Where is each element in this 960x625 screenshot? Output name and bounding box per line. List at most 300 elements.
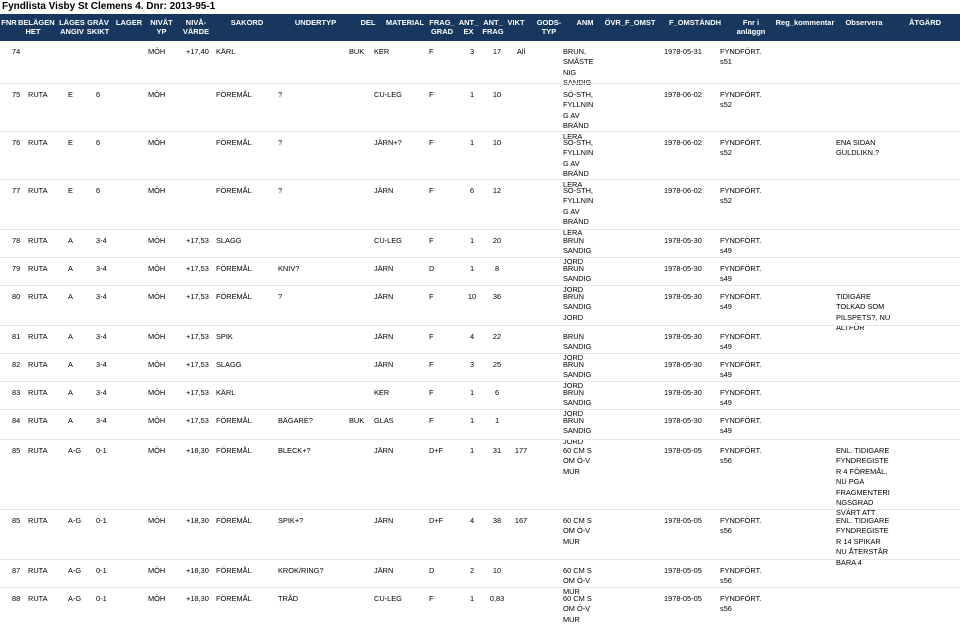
cell-lages <box>68 47 88 81</box>
cell-obs: ENA SIDAN GULDLIKN.? <box>836 138 880 158</box>
cell-vikt <box>510 292 532 324</box>
column-header: VIKT <box>507 18 525 27</box>
cell-grav: 0-1 <box>96 566 107 575</box>
cell-fraggrad: F <box>429 186 434 195</box>
cell-antfrag: 31 <box>492 446 502 455</box>
cell-atgard <box>900 566 956 586</box>
cell-reg <box>782 138 832 178</box>
cell-godstyp: SÖ-STH, FYLLNIN G AV BRÄND LERA <box>563 138 594 189</box>
cell-fnr: 77 <box>12 186 21 195</box>
cell-material: JÄRN <box>374 264 394 273</box>
cell-lager <box>110 138 140 178</box>
cell-fnr: 74 <box>12 47 21 56</box>
cell-nivavarde: +17,53 <box>186 360 209 369</box>
table-row <box>0 41 960 88</box>
cell-ovr: 1978-05-30 <box>664 264 702 273</box>
cell-belagen: RUTA <box>28 332 48 341</box>
cell-fnr: 78 <box>12 236 21 245</box>
cell-lages: A-G <box>68 566 82 575</box>
cell-godstyp: BRUN SANDIG JORD <box>563 292 592 322</box>
cell-antex: 1 <box>469 236 475 245</box>
cell-lager <box>110 388 140 408</box>
cell-antfrag: 6 <box>494 388 500 397</box>
cell-fomst: FYNDFÖRT. s49 <box>720 360 762 380</box>
cell-undertyp: BÄGARE? <box>278 416 313 425</box>
cell-belagen: RUTA <box>28 388 48 397</box>
cell-sakord: KÄRL <box>216 47 236 56</box>
cell-lager <box>110 360 140 380</box>
cell-belagen: RUTA <box>28 292 48 301</box>
cell-obs <box>836 47 900 81</box>
cell-belagen: RUTA <box>28 516 48 525</box>
cell-belagen: RUTA <box>28 594 48 603</box>
cell-nivatyp: MÖH <box>148 90 166 99</box>
cell-atgard <box>900 264 956 284</box>
cell-grav: 3-4 <box>96 292 107 301</box>
cell-lager <box>110 186 140 228</box>
cell-material: KER <box>374 47 390 56</box>
cell-godstyp: BRUN SANDIG JORD <box>563 360 592 390</box>
cell-fraggrad: D <box>429 566 435 575</box>
cell-undertyp: KNIV? <box>278 264 300 273</box>
table-row <box>0 587 960 624</box>
cell-obs <box>836 236 900 256</box>
cell-vikt <box>510 236 532 256</box>
cell-godstyp: SÖ-STH, FYLLNIN G AV BRÄND LERA <box>563 90 594 141</box>
column-header: MATERIAL <box>385 18 425 27</box>
cell-anm <box>601 47 631 81</box>
column-header: ANT_ EX <box>458 18 479 36</box>
cell-del <box>349 138 377 178</box>
cell-reg <box>782 416 832 438</box>
cell-antfrag: 36 <box>492 292 502 301</box>
cell-obs <box>836 566 900 586</box>
cell-atgard <box>900 360 956 380</box>
table-row <box>0 353 960 390</box>
document-title: Fyndlista Visby St Clemens 4. Dnr: 2013-95-1 <box>0 0 960 13</box>
cell-lager <box>110 566 140 586</box>
cell-belagen: RUTA <box>28 446 48 455</box>
cell-del <box>349 360 377 380</box>
cell-ovr: 1978-05-05 <box>664 446 702 455</box>
column-header: ÅTGÄRD <box>908 18 942 27</box>
cell-anm <box>601 138 631 178</box>
cell-belagen: RUTA <box>28 566 48 575</box>
cell-reg <box>782 516 832 558</box>
cell-lages: A <box>68 360 73 369</box>
cell-material: JÄRN <box>374 446 394 455</box>
cell-del <box>349 388 377 408</box>
cell-sakord: FÖREMÅL <box>216 446 252 455</box>
cell-godstyp: 60 CM S OM Ö-V MUR <box>563 566 592 596</box>
cell-nivavarde: +17,53 <box>186 292 209 301</box>
cell-fomst: FYNDFÖRT. s56 <box>720 446 762 466</box>
cell-material: JÄRN <box>374 292 394 301</box>
cell-sakord: FÖREMÅL <box>216 90 252 99</box>
cell-anm <box>601 332 631 352</box>
cell-sakord: SLAGG <box>216 360 242 369</box>
cell-antex: 10 <box>467 292 477 301</box>
cell-ovr: 1978-05-30 <box>664 236 702 245</box>
cell-del <box>349 186 377 228</box>
cell-del <box>349 90 377 130</box>
cell-grav: 6 <box>96 186 101 195</box>
cell-lages: A <box>68 264 73 273</box>
cell-lager <box>110 47 140 81</box>
cell-antfrag: 25 <box>492 360 502 369</box>
cell-nivavarde: +17,53 <box>186 388 209 397</box>
cell-obs <box>836 90 900 130</box>
cell-antfrag: 22 <box>492 332 502 341</box>
cell-grav: 0-1 <box>96 516 107 525</box>
cell-antfrag: 10 <box>492 138 502 147</box>
cell-nivatyp: MÖH <box>148 138 166 147</box>
cell-vikt: 177 <box>514 446 528 455</box>
cell-nivatyp: MÖH <box>148 594 166 603</box>
table-header <box>0 14 960 41</box>
cell-antfrag: 17 <box>492 47 502 56</box>
column-header: Observera <box>845 18 883 27</box>
cell-material: JÄRN <box>374 566 394 575</box>
cell-ovr: 1978-05-30 <box>664 388 702 397</box>
cell-grav: 6 <box>96 138 101 147</box>
cell-anm <box>601 566 631 586</box>
cell-antex: 1 <box>469 594 475 603</box>
cell-atgard <box>900 446 956 508</box>
cell-obs <box>836 416 900 438</box>
cell-atgard <box>900 138 956 178</box>
cell-ovr: 1978-05-30 <box>664 416 702 425</box>
column-header: GRÄV SKIKT <box>86 18 110 36</box>
cell-obs <box>836 264 900 284</box>
cell-material: CU-LEG <box>374 594 402 603</box>
cell-grav: 0-1 <box>96 446 107 455</box>
cell-vikt: 167 <box>514 516 528 525</box>
cell-sakord: FÖREMÅL <box>216 138 252 147</box>
cell-sakord: SPIK <box>216 332 233 341</box>
cell-ovr: 1978-05-30 <box>664 360 702 369</box>
cell-nivatyp: MÖH <box>148 416 166 425</box>
cell-fraggrad: F <box>429 47 434 56</box>
cell-del <box>349 594 377 619</box>
cell-vikt <box>510 594 532 619</box>
cell-fomst: FYNDFÖRT. s49 <box>720 236 762 256</box>
cell-del <box>349 264 377 284</box>
cell-fnr: 85 <box>12 516 21 525</box>
cell-obs: ENL. TIDIGARE FYNDREGISTE R 14 SPIKAR NU ÅTERSTÅR BARA 4 <box>836 516 890 567</box>
cell-anm <box>601 416 631 438</box>
cell-lages: A <box>68 388 73 397</box>
cell-fnr: 84 <box>12 416 21 425</box>
cell-anm <box>601 186 631 228</box>
cell-fraggrad: F <box>429 594 434 603</box>
cell-fraggrad: D <box>429 264 435 273</box>
cell-godstyp: BRUN SANDIG JORD <box>563 236 592 266</box>
cell-fraggrad: F <box>429 360 434 369</box>
cell-vikt <box>510 566 532 586</box>
cell-antex: 1 <box>469 416 475 425</box>
cell-lager <box>110 236 140 256</box>
cell-anm <box>601 264 631 284</box>
table-row <box>0 559 960 596</box>
cell-del: BUK <box>349 416 365 425</box>
cell-sakord: SLAGG <box>216 236 242 245</box>
cell-del <box>349 566 377 586</box>
cell-fraggrad: D+F <box>429 446 444 455</box>
cell-belagen: RUTA <box>28 186 48 195</box>
cell-undertyp: SPIK+? <box>278 516 304 525</box>
column-header: DEL <box>360 18 376 27</box>
cell-antfrag: 0,83 <box>489 594 505 603</box>
cell-godstyp: SÖ-STH, FYLLNIN G AV BRÄND LERA <box>563 186 594 237</box>
cell-obs: TIDIGARE TOLKAD SOM PILSPETS?, NU ALTFÖR <box>836 292 891 333</box>
cell-ovr: 1978-06-02 <box>664 138 702 147</box>
cell-grav: 3-4 <box>96 264 107 273</box>
cell-undertyp <box>278 236 354 256</box>
cell-nivatyp: MÖH <box>148 360 166 369</box>
cell-nivatyp: MÖH <box>148 292 166 301</box>
cell-godstyp: BRUN SANDIG JORD <box>563 264 592 294</box>
cell-nivavarde: +18,30 <box>186 594 209 603</box>
cell-fnr: 75 <box>12 90 21 99</box>
cell-reg <box>782 566 832 586</box>
cell-material: JÄRN <box>374 186 394 195</box>
table-body <box>0 41 960 624</box>
cell-nivavarde: +17,53 <box>186 264 209 273</box>
cell-atgard <box>900 388 956 408</box>
cell-fomst: FYNDFÖRT. s49 <box>720 292 762 312</box>
cell-lages: E <box>68 138 73 147</box>
cell-lager <box>110 594 140 619</box>
cell-sakord: FÖREMÅL <box>216 594 252 603</box>
cell-belagen: RUTA <box>28 416 48 425</box>
cell-fomst: FYNDFÖRT. s56 <box>720 516 762 536</box>
cell-antex: 3 <box>469 47 475 56</box>
cell-fomst: FYNDFÖRT. s51 <box>720 47 762 67</box>
cell-antex: 4 <box>469 332 475 341</box>
cell-sakord: FÖREMÅL <box>216 566 252 575</box>
cell-atgard <box>900 90 956 130</box>
cell-antex: 6 <box>469 186 475 195</box>
cell-undertyp <box>278 388 354 408</box>
cell-anm <box>601 236 631 256</box>
table-row <box>0 285 960 333</box>
cell-material: CU-LEG <box>374 90 402 99</box>
column-header: Fnr i anläggn <box>736 18 766 36</box>
column-header: LAGER <box>115 18 143 27</box>
cell-obs <box>836 332 900 352</box>
cell-antfrag: 12 <box>492 186 502 195</box>
cell-anm <box>601 594 631 619</box>
cell-antex: 1 <box>469 90 475 99</box>
cell-belagen: RUTA <box>28 360 48 369</box>
column-header: ANM <box>576 18 594 27</box>
cell-undertyp: TRÅD <box>278 594 299 603</box>
cell-fnr: 87 <box>12 566 21 575</box>
column-header: SAKORD <box>230 18 264 27</box>
cell-fraggrad: F <box>429 388 434 397</box>
cell-fnr: 79 <box>12 264 21 273</box>
cell-sakord: FÖREMÅL <box>216 416 252 425</box>
cell-fomst: FYNDFÖRT. s49 <box>720 264 762 284</box>
cell-fraggrad: F <box>429 138 434 147</box>
cell-antfrag: 10 <box>492 566 502 575</box>
cell-undertyp: KROK/RING? <box>278 566 324 575</box>
cell-nivavarde: +17,40 <box>186 47 209 56</box>
cell-lages: A <box>68 236 73 245</box>
column-header: UNDERTYP <box>294 18 337 27</box>
cell-lages: A-G <box>68 446 82 455</box>
cell-material: KER <box>374 388 390 397</box>
cell-material: JÄRN+? <box>374 138 402 147</box>
cell-grav: 0-1 <box>96 594 107 603</box>
cell-reg <box>782 90 832 130</box>
cell-reg <box>782 360 832 380</box>
cell-antfrag: 1 <box>494 416 500 425</box>
cell-anm <box>601 292 631 324</box>
cell-vikt <box>510 388 532 408</box>
cell-fomst: FYNDFÖRT. s56 <box>720 566 762 586</box>
cell-belagen <box>28 47 58 81</box>
cell-fomst: FYNDFÖRT. s49 <box>720 332 762 352</box>
cell-del: BUK <box>349 47 365 56</box>
cell-nivavarde: +18,30 <box>186 566 209 575</box>
cell-fomst: FYNDFÖRT. s52 <box>720 90 762 110</box>
cell-ovr: 1978-05-30 <box>664 332 702 341</box>
cell-undertyp: ? <box>278 186 283 195</box>
cell-nivatyp: MÖH <box>148 516 166 525</box>
cell-ovr: 1978-05-05 <box>664 594 702 603</box>
cell-reg <box>782 47 832 81</box>
table-row <box>0 409 960 446</box>
cell-fomst: FYNDFÖRT. s56 <box>720 594 762 614</box>
cell-ovr: 1978-05-05 <box>664 566 702 575</box>
column-header: LÄGES ANGIV <box>59 18 85 36</box>
column-header: FNR <box>1 18 17 27</box>
cell-nivatyp: MÖH <box>148 388 166 397</box>
cell-grav: 3-4 <box>96 388 107 397</box>
cell-del <box>349 236 377 256</box>
cell-lages: A <box>68 332 73 341</box>
cell-nivavarde: +17,53 <box>186 236 209 245</box>
cell-belagen: RUTA <box>28 264 48 273</box>
cell-fnr: 82 <box>12 360 21 369</box>
cell-del <box>349 516 377 558</box>
cell-lager <box>110 416 140 438</box>
cell-godstyp: 60 CM S OM Ö-V MUR <box>563 516 592 546</box>
cell-fraggrad: F <box>429 292 434 301</box>
cell-undertyp <box>278 360 354 380</box>
cell-atgard <box>900 186 956 228</box>
cell-undertyp: ? <box>278 292 283 301</box>
cell-nivatyp: MÖH <box>148 264 166 273</box>
cell-ovr: 1978-06-02 <box>664 90 702 99</box>
table-row <box>0 381 960 418</box>
cell-anm <box>601 388 631 408</box>
cell-ovr: 1978-05-31 <box>664 47 702 56</box>
cell-obs: ENL. TIDIGARE FYNDREGISTE R 4 FÖREMÅL, NU PGA FRAGMENTERI NGSGRAD SVÅRT ATT <box>836 446 890 518</box>
cell-grav: 3-4 <box>96 236 107 245</box>
cell-nivavarde: +17,53 <box>186 416 209 425</box>
cell-sakord: FÖREMÅL <box>216 264 252 273</box>
cell-fraggrad: F <box>429 332 434 341</box>
cell-reg <box>782 332 832 352</box>
cell-fomst: FYNDFÖRT. s49 <box>720 416 762 436</box>
cell-nivavarde <box>186 138 216 178</box>
table-row <box>0 509 960 567</box>
table-row <box>0 257 960 294</box>
cell-sakord: KÄRL <box>216 388 236 397</box>
cell-grav: 3-4 <box>96 416 107 425</box>
cell-ovr: 1978-05-05 <box>664 516 702 525</box>
cell-lages: A-G <box>68 516 82 525</box>
cell-fomst: FYNDFÖRT. s52 <box>720 138 762 158</box>
cell-material: CU-LEG <box>374 236 402 245</box>
cell-antex: 1 <box>469 446 475 455</box>
cell-antfrag: 10 <box>492 90 502 99</box>
cell-reg <box>782 264 832 284</box>
table-row <box>0 131 960 189</box>
cell-lages: E <box>68 186 73 195</box>
cell-vikt <box>510 360 532 380</box>
cell-godstyp: BRUN SANDIG JORD <box>563 416 592 446</box>
cell-lager <box>110 292 140 324</box>
table-row <box>0 83 960 141</box>
cell-undertyp <box>278 47 354 81</box>
cell-atgard <box>900 47 956 81</box>
cell-atgard <box>900 292 956 324</box>
cell-antfrag: 38 <box>492 516 502 525</box>
table-row <box>0 439 960 518</box>
cell-antex: 1 <box>469 388 475 397</box>
cell-atgard <box>900 236 956 256</box>
cell-material: GLAS <box>374 416 394 425</box>
cell-fraggrad: F <box>429 90 434 99</box>
cell-belagen: RUTA <box>28 236 48 245</box>
cell-reg <box>782 186 832 228</box>
cell-reg <box>782 292 832 324</box>
cell-godstyp: 60 CM S OM Ö-V MUR <box>563 446 592 476</box>
cell-atgard <box>900 416 956 438</box>
column-header: NIVÅ- VÄRDE <box>182 18 210 36</box>
table-row <box>0 325 960 362</box>
cell-lages: E <box>68 90 73 99</box>
cell-antex: 3 <box>469 360 475 369</box>
column-header: ÖVR_F_OMST <box>604 18 656 27</box>
cell-ovr: 1978-06-02 <box>664 186 702 195</box>
cell-belagen: RUTA <box>28 138 48 147</box>
cell-grav: 3-4 <box>96 332 107 341</box>
cell-fnr: 88 <box>12 594 21 603</box>
column-header: ANT_ FRAG <box>482 18 504 36</box>
cell-vikt <box>510 90 532 130</box>
cell-fnr: 85 <box>12 446 21 455</box>
cell-antfrag: 8 <box>494 264 500 273</box>
cell-material: JÄRN <box>374 360 394 369</box>
cell-antfrag: 20 <box>492 236 502 245</box>
cell-del <box>349 446 377 508</box>
cell-obs <box>836 186 900 228</box>
cell-vikt <box>510 186 532 228</box>
cell-reg <box>782 446 832 508</box>
cell-vikt: All <box>516 47 526 56</box>
cell-lager <box>110 90 140 130</box>
column-header: NIVÅT YP <box>150 18 173 36</box>
cell-atgard <box>900 332 956 352</box>
cell-reg <box>782 594 832 619</box>
cell-antex: 2 <box>469 566 475 575</box>
cell-godstyp: BRUN SANDIG JORD <box>563 332 592 362</box>
